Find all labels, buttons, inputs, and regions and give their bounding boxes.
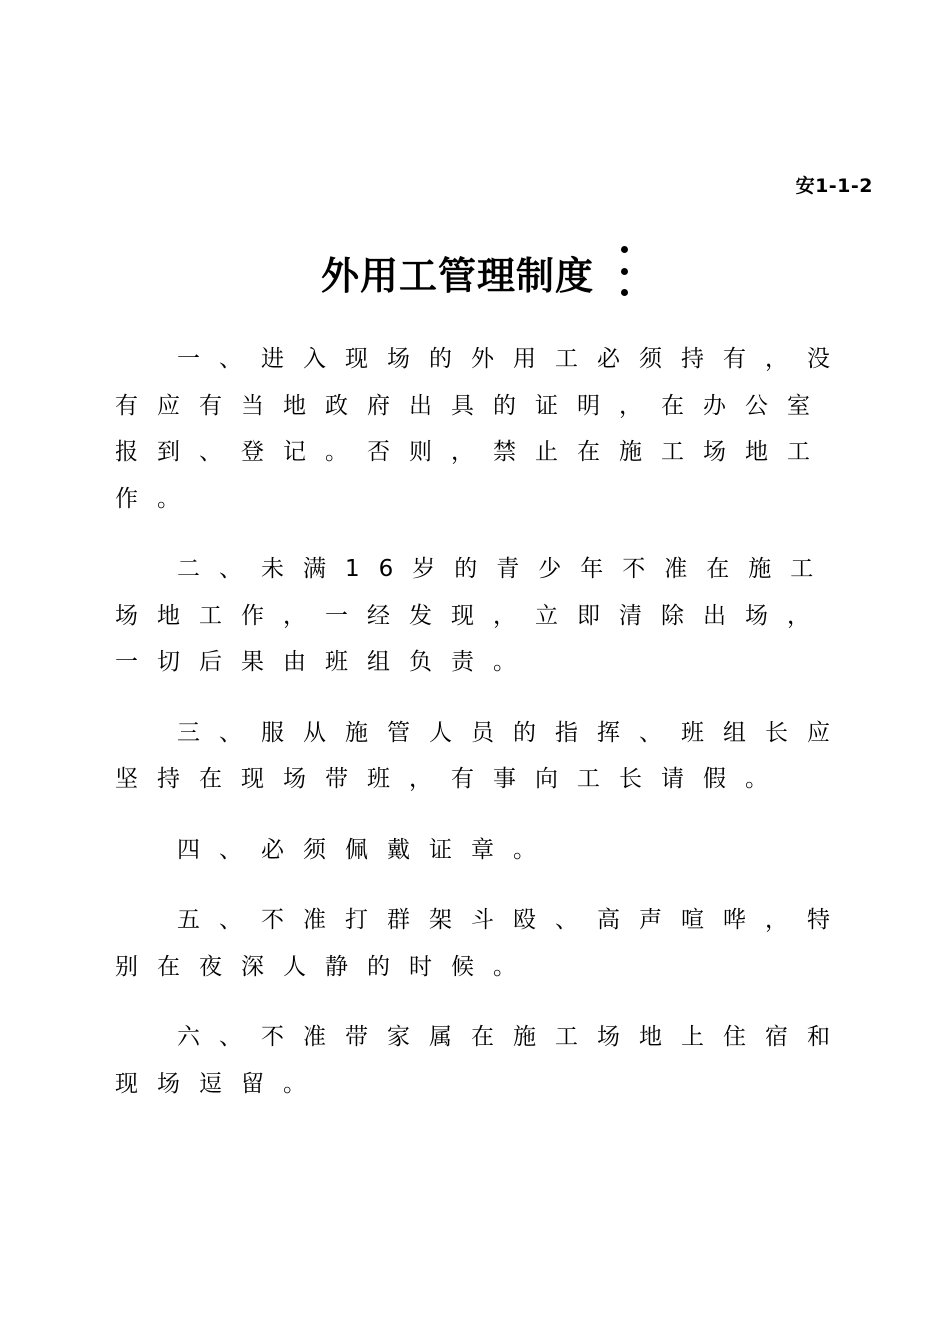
rule-paragraph-3: 三、服从施管人员的指挥、班组长应坚持在现场带班，有事向工长请假。	[115, 719, 849, 792]
title-area	[0, 244, 950, 300]
rule-paragraph-6: 六、不准带家属在施工场地上住宿和现场逗留。	[115, 1024, 849, 1097]
rule-paragraph-4: 四、必须佩戴证章。	[177, 836, 555, 863]
rule-paragraph-5: 五、不准打群架斗殴、高声喧哗，特别在夜深人静的时候。	[115, 907, 849, 980]
vertical-ellipsis-mark	[621, 244, 629, 300]
rule-paragraph-1: 一、进入现场的外用工必须持有，没有应有当地政府出具的证明，在办公室报到、登记。否则，禁止在施工场地工作。	[115, 346, 849, 512]
document-code: 安1-1-2	[795, 175, 873, 197]
rule-paragraph-2: 二、未满16岁的青少年不准在施工场地工作，一经发现，立即清除出场，一切后果由班组负责。	[115, 556, 833, 675]
rules-list	[115, 336, 865, 1107]
page-title: 外用工管理制度	[320, 253, 594, 298]
